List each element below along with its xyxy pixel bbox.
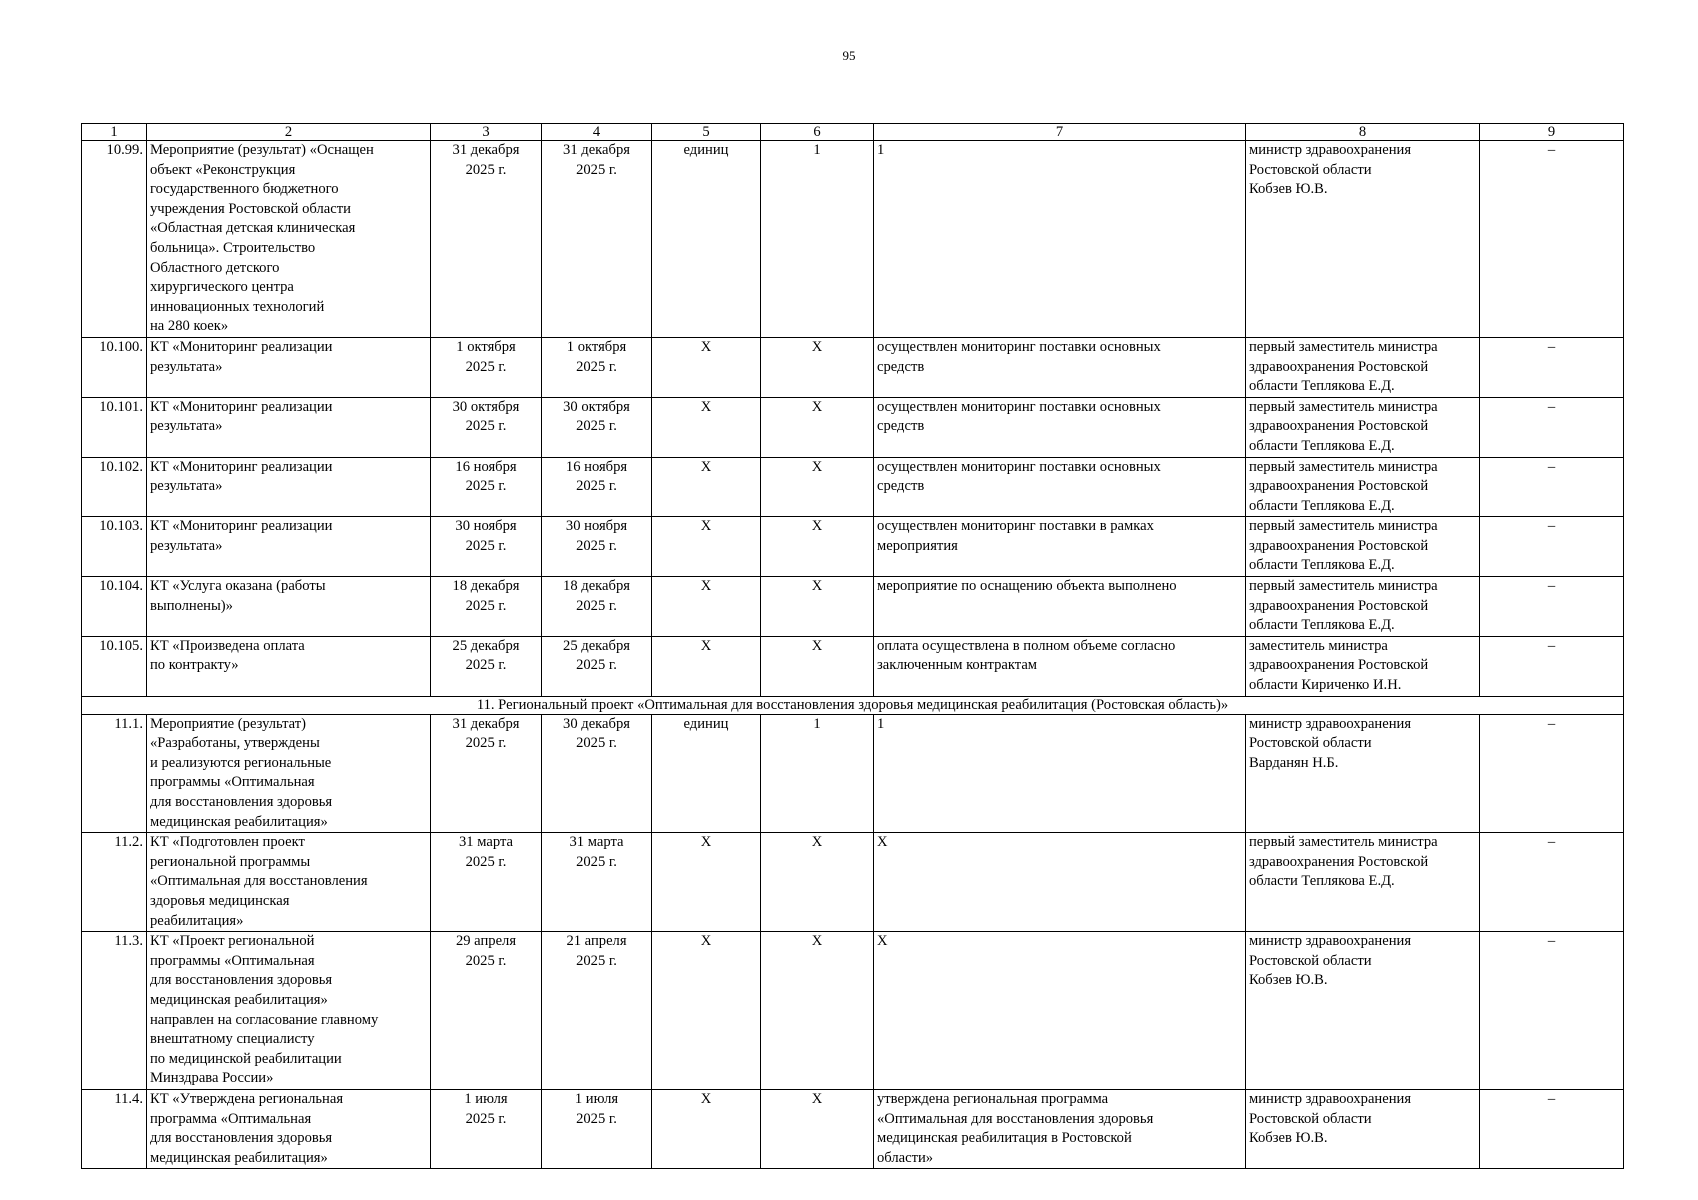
start-date-text: 1 июля 2025 г.: [464, 1090, 508, 1127]
result-description-text: мероприятие по оснащению объекта выполнено: [877, 578, 1177, 595]
column-number-header: [82, 124, 1624, 141]
unit-of-measure: [652, 337, 761, 397]
plan-table: [81, 123, 1624, 1169]
end-date: [542, 517, 652, 577]
row-number: [82, 932, 147, 1090]
row-number: [82, 636, 147, 696]
event-name: [147, 833, 431, 932]
column-number: 8: [1246, 124, 1480, 141]
table-row: [82, 397, 1624, 457]
responsible-person: [1246, 636, 1480, 696]
unit-of-measure-text: X: [700, 338, 712, 355]
note: [1480, 636, 1624, 696]
note: [1480, 833, 1624, 932]
start-date: [431, 457, 542, 517]
note-text: –: [1547, 142, 1556, 158]
column-number: 5: [652, 124, 761, 141]
result-description: [874, 577, 1246, 637]
row-number-text: 10.103.: [99, 518, 143, 535]
unit-of-measure-text: X: [700, 933, 712, 950]
responsible-person: [1246, 517, 1480, 577]
column-number: 3: [431, 124, 542, 141]
end-date: [542, 337, 652, 397]
end-date: [542, 141, 652, 338]
row-number: [82, 714, 147, 833]
note-text: –: [1547, 933, 1556, 950]
base-value: [761, 337, 874, 397]
start-date: [431, 577, 542, 637]
note: [1480, 517, 1624, 577]
base-value: [761, 833, 874, 932]
end-date-text: 31 декабря 2025 г.: [563, 142, 630, 178]
result-description: [874, 337, 1246, 397]
unit-of-measure: [652, 636, 761, 696]
end-date-text: 1 октября 2025 г.: [566, 338, 627, 375]
row-number-text: 11.1.: [114, 715, 143, 732]
end-date-text: 31 марта 2025 г.: [569, 834, 624, 870]
result-description: [874, 141, 1246, 338]
base-value-text: X: [811, 1090, 823, 1107]
row-number: [82, 337, 147, 397]
result-description-text: оплата осуществлена в полном объеме согласно заключенным контрактам: [877, 637, 1176, 674]
row-number: [82, 397, 147, 457]
event-name: [147, 577, 431, 637]
note-text: –: [1547, 338, 1556, 355]
row-number-text: 10.99.: [106, 142, 143, 158]
row-number: [82, 517, 147, 577]
row-number-text: 10.100.: [99, 338, 143, 355]
responsible-person-text: первый заместитель министра здравоохранения Ростовской области Теплякова Е.Д.: [1249, 834, 1438, 890]
responsible-person-text: первый заместитель министра здравоохранения Ростовской области Теплякова Е.Д.: [1249, 398, 1438, 454]
end-date-text: 18 декабря 2025 г.: [563, 578, 630, 614]
row-number-text: 11.3.: [114, 933, 143, 950]
start-date-text: 1 октября 2025 г.: [456, 338, 516, 375]
responsible-person-text: министр здравоохранения Ростовской области Варданян Н.Б.: [1249, 715, 1412, 771]
row-number-text: 11.4.: [114, 1090, 143, 1107]
end-date-text: 16 ноября 2025 г.: [565, 458, 628, 495]
start-date-text: 31 декабря 2025 г.: [452, 142, 520, 178]
result-description-text: утверждена региональная программа «Оптимальная для восстановления здоровья медицинская реабилитация в Ростовской области»: [877, 1090, 1154, 1166]
base-value: [761, 141, 874, 338]
event-name-text: КТ «Произведена оплата по контракту»: [150, 637, 305, 674]
table-row: [82, 714, 1624, 833]
result-description-text: осуществлен мониторинг поставки основных средств: [877, 338, 1161, 375]
base-value-text: X: [811, 637, 823, 654]
responsible-person-text: первый заместитель министра здравоохранения Ростовской области Теплякова Е.Д.: [1249, 458, 1438, 514]
responsible-person: [1246, 833, 1480, 932]
table-row: [82, 517, 1624, 577]
note-text: –: [1547, 578, 1556, 595]
base-value-text: 1: [813, 715, 821, 732]
end-date: [542, 714, 652, 833]
responsible-person: [1246, 1089, 1480, 1168]
start-date: [431, 337, 542, 397]
result-description: [874, 833, 1246, 932]
note: [1480, 457, 1624, 517]
base-value: [761, 517, 874, 577]
event-name: [147, 1089, 431, 1168]
end-date: [542, 457, 652, 517]
note-text: –: [1547, 518, 1556, 535]
responsible-person: [1246, 714, 1480, 833]
event-name: [147, 636, 431, 696]
responsible-person-text: министр здравоохранения Ростовской области Кобзев Ю.В.: [1249, 933, 1412, 989]
event-name-text: КТ «Мониторинг реализации результата»: [150, 518, 333, 554]
result-description: [874, 714, 1246, 833]
unit-of-measure: [652, 457, 761, 517]
page-number: 95: [842, 48, 856, 63]
note: [1480, 1089, 1624, 1168]
event-name-text: КТ «Утверждена региональная программа «Оптимальная для восстановления здоровья медицинская реабилитация»: [150, 1090, 344, 1166]
table-row: [82, 932, 1624, 1090]
result-description: [874, 1089, 1246, 1168]
start-date-text: 16 ноября 2025 г.: [455, 458, 517, 495]
table-row: [82, 337, 1624, 397]
row-number: [82, 1089, 147, 1168]
event-name: [147, 141, 431, 338]
base-value: [761, 457, 874, 517]
event-name-text: КТ «Мониторинг реализации результата»: [150, 458, 333, 495]
unit-of-measure: [652, 517, 761, 577]
result-description: [874, 636, 1246, 696]
unit-of-measure: [652, 714, 761, 833]
start-date: [431, 517, 542, 577]
start-date-text: 29 апреля 2025 г.: [455, 933, 517, 969]
column-number: 2: [147, 124, 431, 141]
end-date: [542, 932, 652, 1090]
result-description-text: 1: [877, 142, 885, 158]
result-description-text: X: [877, 933, 888, 950]
start-date: [431, 833, 542, 932]
result-description: [874, 457, 1246, 517]
responsible-person-text: министр здравоохранения Ростовской области Кобзев Ю.В.: [1249, 1090, 1412, 1147]
unit-of-measure-text: X: [700, 398, 712, 415]
base-value-text: X: [811, 338, 823, 355]
result-description-text: 1: [877, 715, 885, 732]
unit-of-measure: [652, 141, 761, 338]
unit-of-measure: [652, 397, 761, 457]
unit-of-measure-text: X: [700, 1090, 712, 1107]
note: [1480, 714, 1624, 833]
column-number: 7: [874, 124, 1246, 141]
column-number: 9: [1480, 124, 1624, 141]
result-description: [874, 397, 1246, 457]
start-date: [431, 397, 542, 457]
note: [1480, 397, 1624, 457]
start-date: [431, 141, 542, 338]
note-text: –: [1547, 834, 1556, 851]
unit-of-measure: [652, 833, 761, 932]
responsible-person-text: первый заместитель министра здравоохранения Ростовской области Теплякова Е.Д.: [1249, 578, 1438, 634]
event-name: [147, 397, 431, 457]
responsible-person: [1246, 577, 1480, 637]
start-date: [431, 714, 542, 833]
unit-of-measure-text: X: [700, 518, 712, 535]
note: [1480, 577, 1624, 637]
base-value-text: X: [811, 458, 823, 475]
responsible-person-text: министр здравоохранения Ростовской области Кобзев Ю.В.: [1249, 142, 1412, 198]
event-name-text: КТ «Мониторинг реализации результата»: [150, 398, 333, 435]
column-number: 4: [542, 124, 652, 141]
table-row: [82, 833, 1624, 932]
column-number: 6: [761, 124, 874, 141]
base-value-text: X: [811, 398, 823, 415]
result-description-text: X: [877, 834, 888, 851]
table-row: [82, 141, 1624, 338]
unit-of-measure-text: X: [700, 834, 712, 851]
row-number: [82, 833, 147, 932]
end-date-text: 30 октября 2025 г.: [563, 398, 630, 435]
responsible-person-text: первый заместитель министра здравоохранения Ростовской области Теплякова Е.Д.: [1249, 338, 1438, 395]
responsible-person: [1246, 397, 1480, 457]
end-date-text: 1 июля 2025 г.: [574, 1090, 619, 1127]
end-date: [542, 833, 652, 932]
unit-of-measure: [652, 932, 761, 1090]
event-name: [147, 457, 431, 517]
row-number-text: 11.2.: [114, 834, 143, 851]
event-name: [147, 714, 431, 833]
unit-of-measure-text: X: [700, 458, 712, 475]
event-name-text: Мероприятие (результат) «Оснащен объект «Реконструкция государственного бюджетного учреждения Ростовской области «Областная детская клиническая больница». Строительство Областного детского хирургического центра инновационных технологий на 280 коек»: [150, 142, 374, 335]
row-number-text: 10.105.: [99, 637, 143, 654]
base-value-text: 1: [813, 142, 821, 158]
unit-of-measure-text: единиц: [683, 715, 729, 732]
unit-of-measure-text: X: [700, 578, 712, 595]
base-value: [761, 397, 874, 457]
end-date-text: 25 декабря 2025 г.: [563, 637, 630, 674]
note: [1480, 932, 1624, 1090]
row-number: [82, 457, 147, 517]
unit-of-measure: [652, 1089, 761, 1168]
base-value: [761, 1089, 874, 1168]
end-date: [542, 577, 652, 637]
event-name-text: КТ «Мониторинг реализации результата»: [150, 338, 333, 375]
start-date-text: 30 октября 2025 г.: [452, 398, 520, 435]
responsible-person-text: первый заместитель министра здравоохранения Ростовской области Теплякова Е.Д.: [1249, 518, 1438, 574]
end-date: [542, 1089, 652, 1168]
row-number: [82, 577, 147, 637]
start-date-text: 25 декабря 2025 г.: [452, 637, 520, 674]
end-date: [542, 636, 652, 696]
table-row: [82, 636, 1624, 696]
event-name-text: КТ «Проект региональной программы «Оптимальная для восстановления здоровья медицинская реабилитация» направлен на согласование главному внештатному специалисту по медицинской реабилитации Минздрава России»: [150, 933, 379, 1087]
table-row: [82, 457, 1624, 517]
table-row: [82, 577, 1624, 637]
base-value: [761, 932, 874, 1090]
result-description: [874, 517, 1246, 577]
responsible-person: [1246, 932, 1480, 1090]
row-number-text: 10.101.: [99, 398, 143, 415]
unit-of-measure-text: X: [700, 637, 712, 654]
end-date-text: 30 декабря 2025 г.: [563, 715, 630, 752]
event-name: [147, 517, 431, 577]
start-date-text: 18 декабря 2025 г.: [452, 578, 520, 614]
result-description: [874, 932, 1246, 1090]
section-title: 11. Региональный проект «Оптимальная для восстановления здоровья медицинская реабилитация (Ростовская область)»: [82, 696, 1624, 714]
note-text: –: [1547, 458, 1556, 475]
note-text: –: [1547, 715, 1556, 732]
start-date-text: 31 декабря 2025 г.: [452, 715, 520, 752]
start-date: [431, 636, 542, 696]
note: [1480, 337, 1624, 397]
result-description-text: осуществлен мониторинг поставки основных средств: [877, 398, 1161, 435]
event-name-text: КТ «Подготовлен проект региональной программы «Оптимальная для восстановления здоровья медицинская реабилитация»: [150, 834, 368, 929]
start-date: [431, 932, 542, 1090]
unit-of-measure-text: единиц: [683, 142, 729, 158]
row-number-text: 10.102.: [99, 458, 143, 475]
row-number: [82, 141, 147, 338]
base-value-text: X: [811, 578, 823, 595]
base-value-text: X: [811, 518, 823, 535]
start-date: [431, 1089, 542, 1168]
note-text: –: [1547, 637, 1556, 654]
note-text: –: [1547, 398, 1556, 415]
result-description-text: осуществлен мониторинг поставки основных средств: [877, 458, 1161, 495]
base-value: [761, 577, 874, 637]
event-name-text: КТ «Услуга оказана (работы выполнены)»: [150, 578, 326, 614]
responsible-person: [1246, 337, 1480, 397]
event-name: [147, 337, 431, 397]
end-date: [542, 397, 652, 457]
base-value-text: X: [811, 933, 823, 950]
unit-of-measure: [652, 577, 761, 637]
base-value: [761, 636, 874, 696]
end-date-text: 30 ноября 2025 г.: [565, 518, 628, 554]
responsible-person: [1246, 457, 1480, 517]
row-number-text: 10.104.: [99, 578, 143, 595]
responsible-person-text: заместитель министра здравоохранения Ростовской области Кириченко И.Н.: [1249, 637, 1429, 694]
note-text: –: [1547, 1090, 1556, 1107]
result-description-text: осуществлен мониторинг поставки в рамках мероприятия: [877, 518, 1154, 554]
column-number: 1: [82, 124, 147, 141]
section-header-row: [82, 696, 1624, 714]
start-date-text: 31 марта 2025 г.: [459, 834, 513, 870]
responsible-person: [1246, 141, 1480, 338]
table-row: [82, 1089, 1624, 1168]
base-value: [761, 714, 874, 833]
end-date-text: 21 апреля 2025 г.: [566, 933, 627, 969]
base-value-text: X: [811, 834, 823, 851]
event-name-text: Мероприятие (результат) «Разработаны, утверждены и реализуются региональные программы «Оптимальная для восстановления здоровья медицинская реабилитация»: [150, 715, 333, 830]
start-date-text: 30 ноября 2025 г.: [455, 518, 517, 554]
note: [1480, 141, 1624, 338]
event-name: [147, 932, 431, 1090]
